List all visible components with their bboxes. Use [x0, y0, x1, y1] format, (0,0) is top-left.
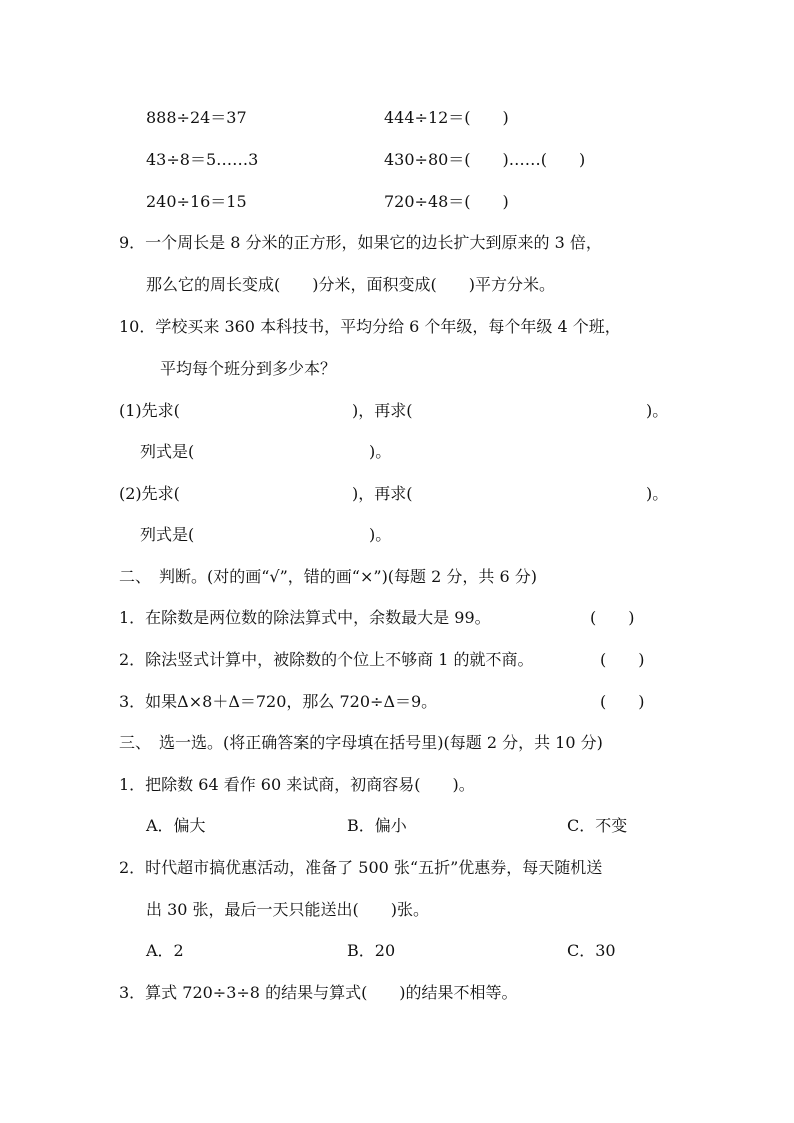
question-10-line-1: 10．学校买来 360 本科技书，平均分给 6 个年级，每个年级 4 个班， — [119, 317, 621, 336]
method-2-formula-close: )。 — [369, 525, 392, 544]
choice-question-1: 1．把除数 64 看作 60 来试商，初商容易( )。 — [119, 775, 475, 794]
choice-q2-option-b[interactable]: B．20 — [347, 941, 396, 960]
choice-q1-option-a[interactable]: A．偏大 — [146, 816, 206, 835]
method-1-formula-open: 列式是( — [140, 442, 195, 461]
method-1-first: (1)先求( — [119, 401, 180, 420]
choice-question-3: 3．算式 720÷3÷8 的结果与算式( )的结果不相等。 — [119, 983, 518, 1002]
equation-right-1: 444÷12＝( ) — [384, 108, 509, 127]
judge-item-3: 3．如果Δ×8＋Δ＝720，那么 720÷Δ＝9。 — [119, 692, 438, 711]
choice-question-2-line-2: 出 30 张，最后一天只能送出( )张。 — [146, 900, 430, 919]
question-9-line-1: 9．一个周长是 8 分米的正方形，如果它的边长扩大到原来的 3 倍， — [119, 233, 602, 252]
method-2-formula-open: 列式是( — [140, 525, 195, 544]
choice-q2-option-a[interactable]: A．2 — [146, 941, 184, 960]
choice-q1-option-c[interactable]: C．不变 — [567, 816, 628, 835]
equation-right-2: 430÷80＝( )……( ) — [384, 150, 586, 169]
choice-q1-option-b[interactable]: B．偏小 — [347, 816, 407, 835]
judge-item-2-answer[interactable]: ( ) — [600, 650, 645, 669]
equation-left-3: 240÷16＝15 — [146, 192, 247, 211]
choice-question-2-line-1: 2．时代超市搞优惠活动，准备了 500 张“五折”优惠券，每天随机送 — [119, 858, 603, 877]
question-9-line-2: 那么它的周长变成( )分米，面积变成( )平方分米。 — [146, 275, 555, 294]
method-1-formula-close: )。 — [369, 442, 392, 461]
judge-item-2: 2．除法竖式计算中，被除数的个位上不够商 1 的就不商。 — [119, 650, 534, 669]
method-1-then: )，再求( — [352, 401, 413, 420]
judge-item-1: 1．在除数是两位数的除法算式中，余数最大是 99。 — [119, 608, 491, 627]
question-10-line-2: 平均每个班分到多少本？ — [160, 359, 337, 378]
method-2-then: )，再求( — [352, 484, 413, 503]
choice-q2-option-c[interactable]: C．30 — [567, 941, 616, 960]
judge-item-1-answer[interactable]: ( ) — [590, 608, 635, 627]
judge-item-3-answer[interactable]: ( ) — [600, 692, 645, 711]
section-3-title: 三、 选一选。(将正确答案的字母填在括号里)(每题 2 分，共 10 分) — [119, 733, 603, 752]
method-2-first: (2)先求( — [119, 484, 180, 503]
method-2-end: )。 — [646, 484, 669, 503]
method-1-end: )。 — [646, 401, 669, 420]
section-2-title: 二、 判断。(对的画“√”，错的画“×”)(每题 2 分，共 6 分) — [119, 567, 537, 586]
equation-left-2: 43÷8＝5……3 — [146, 150, 259, 169]
equation-right-3: 720÷48＝( ) — [384, 192, 509, 211]
equation-left-1: 888÷24＝37 — [146, 108, 247, 127]
